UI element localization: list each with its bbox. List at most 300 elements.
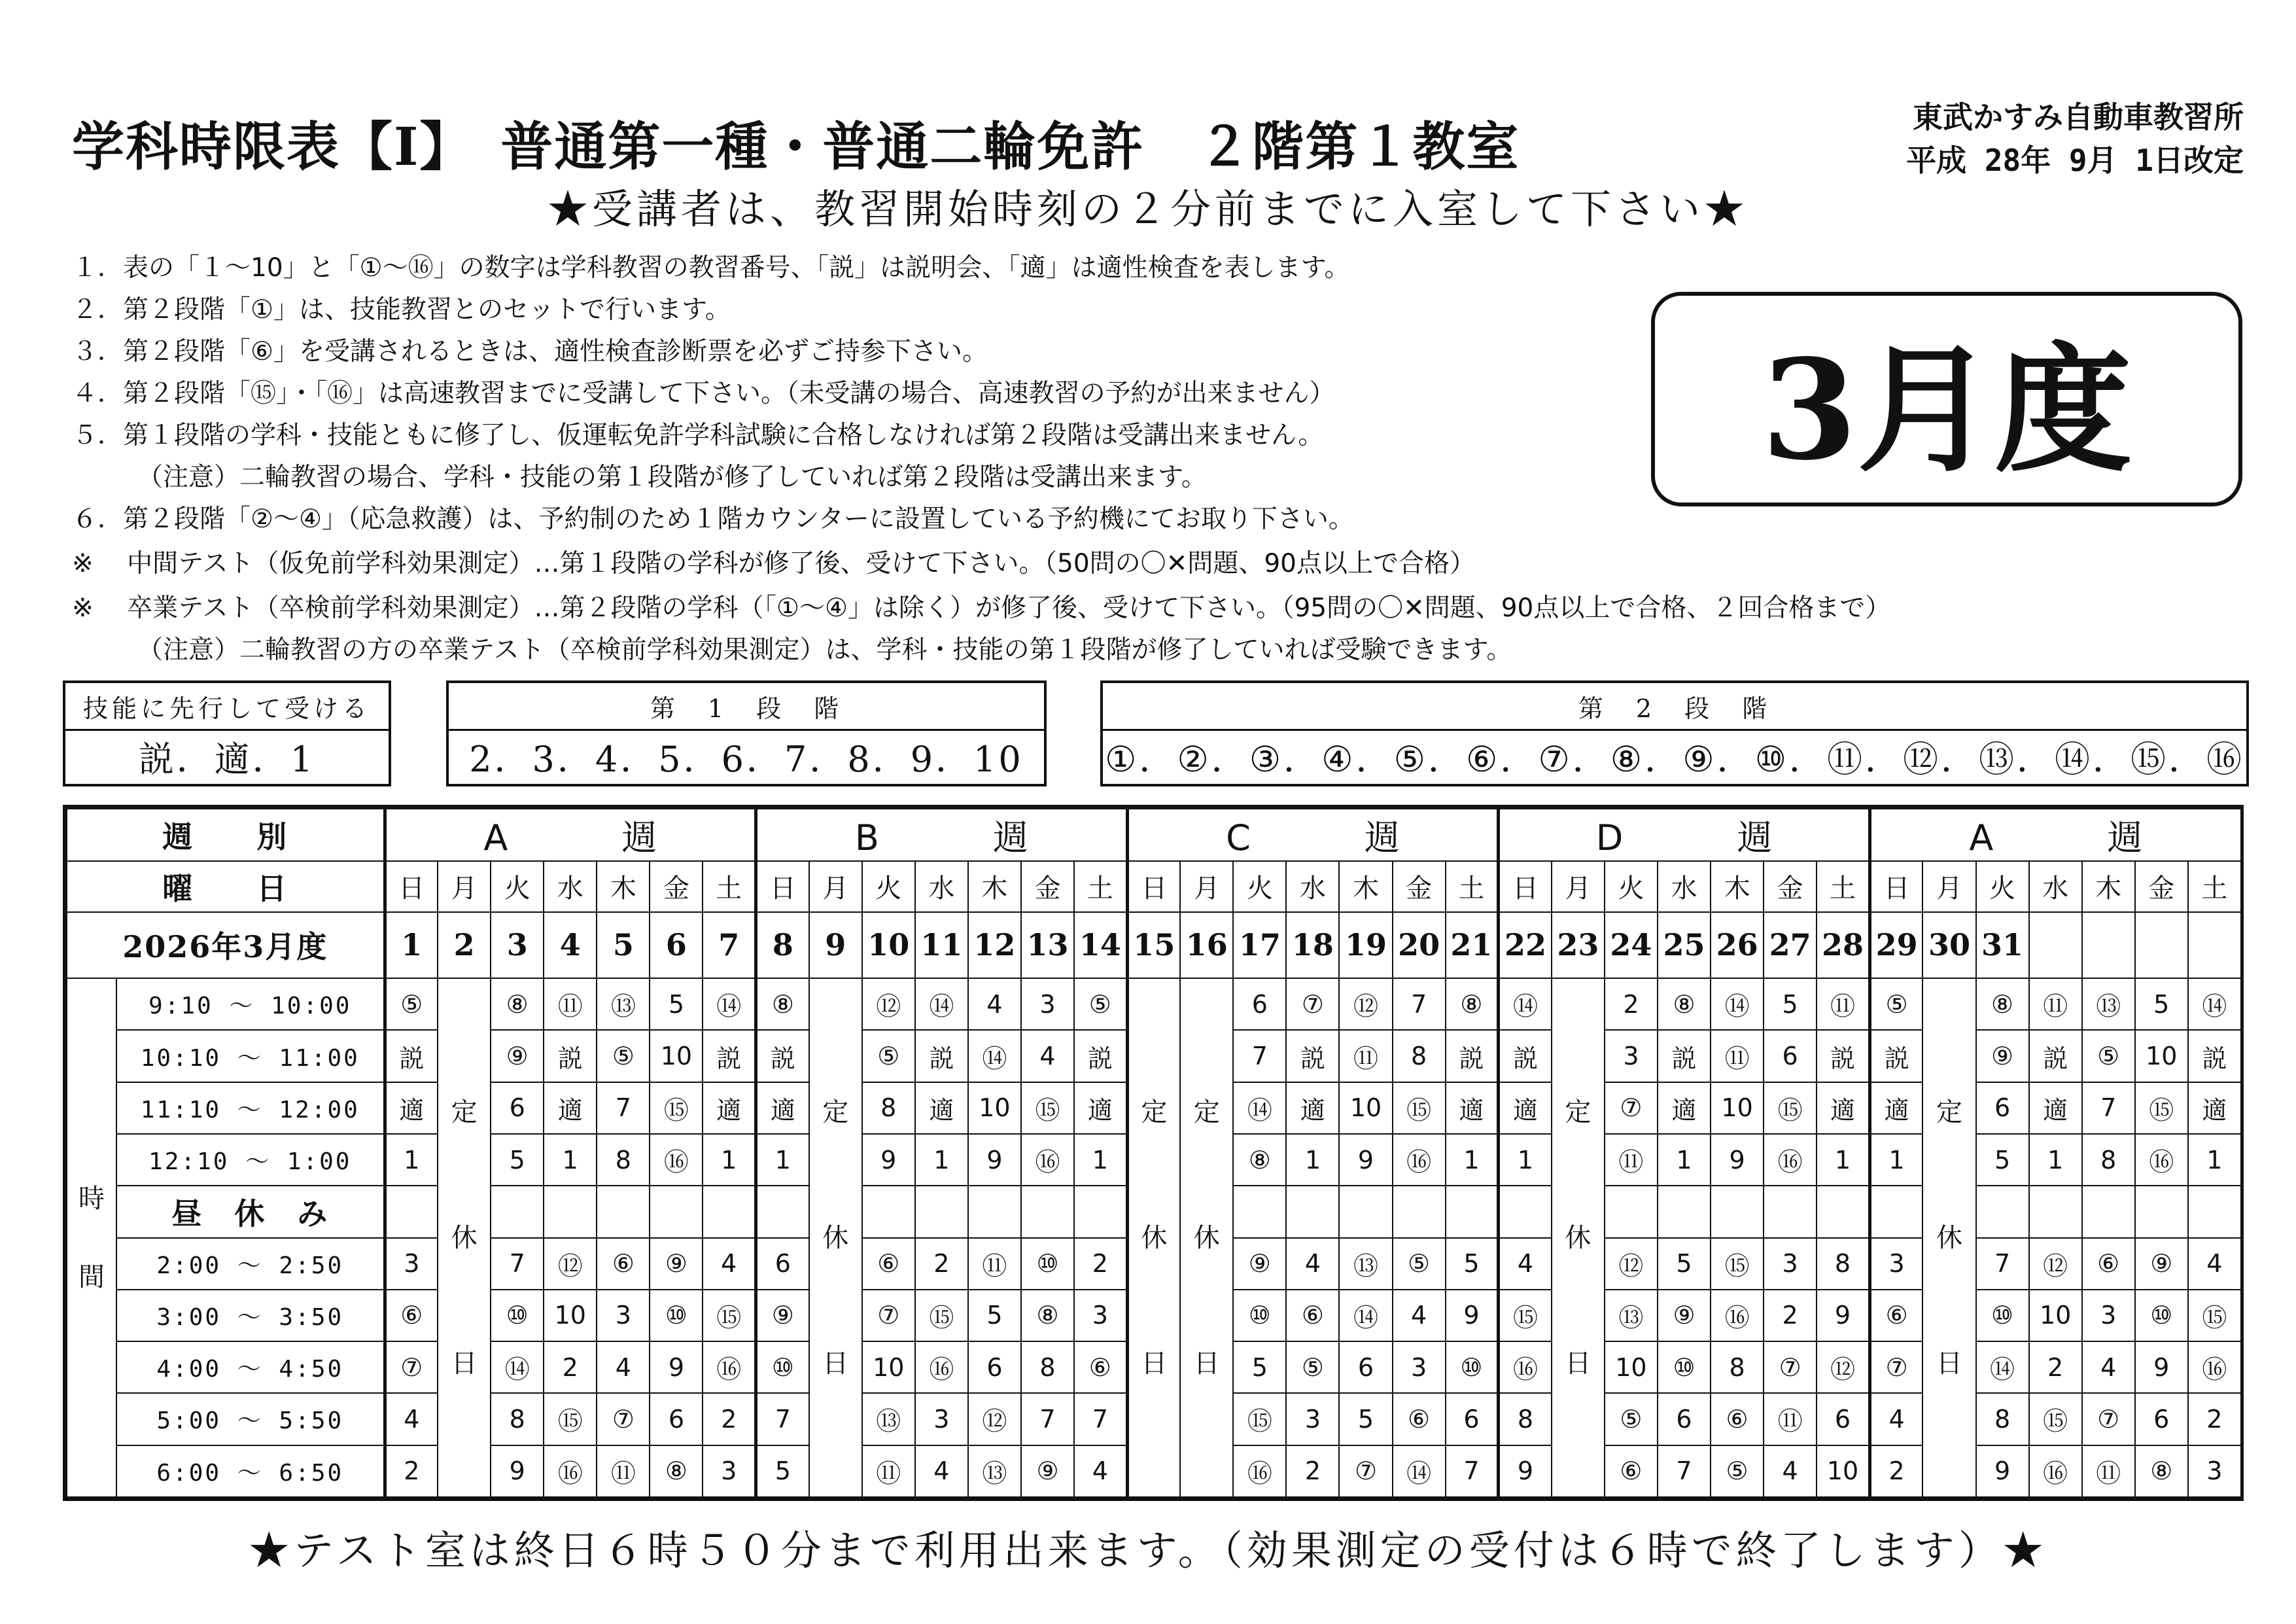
lunch-cell	[1021, 1186, 1074, 1237]
lesson-cell: 適	[703, 1082, 756, 1134]
lesson-cell: 8	[2082, 1134, 2135, 1186]
date-cell: 29	[1870, 912, 1922, 979]
lesson-cell: ⑪	[544, 978, 597, 1030]
lesson-cell: 1	[2188, 1134, 2241, 1186]
date-cell: 5	[597, 912, 650, 979]
lesson-cell: ⑫	[968, 1393, 1021, 1445]
lesson-cell: 7	[597, 1082, 650, 1134]
lesson-cell: ⑮	[544, 1393, 597, 1445]
lesson-cell: ⑮	[915, 1290, 968, 1341]
lunch-cell	[1870, 1186, 1922, 1237]
lesson-cell: 4	[1499, 1238, 1552, 1290]
weekday-cell: 火	[862, 861, 915, 911]
lesson-cell: 6	[1446, 1393, 1499, 1445]
lesson-cell: ⑤	[1605, 1393, 1658, 1445]
lesson-cell: 2	[1764, 1290, 1817, 1341]
lesson-cell: 9	[968, 1134, 1021, 1186]
closed-day-cell: 定 休 日	[1127, 978, 1180, 1497]
lesson-cell: ⑥	[862, 1238, 915, 1290]
week-label: D 週	[1499, 809, 1870, 861]
lunch-cell	[1393, 1186, 1446, 1237]
lesson-cell: 8	[1976, 1393, 2029, 1445]
lesson-cell: 7	[2082, 1082, 2135, 1134]
date-cell: 1	[385, 912, 438, 979]
lesson-cell: 9	[1817, 1290, 1870, 1341]
stage-1-body: 2．3．4．5．6．7．8．9．10	[469, 738, 1024, 780]
lunch-cell	[597, 1186, 650, 1237]
lesson-cell: ⑯	[1393, 1134, 1446, 1186]
lesson-cell: ⑬	[862, 1393, 915, 1445]
lesson-cell: ⑮	[1711, 1238, 1764, 1290]
weekday-cell: 金	[1393, 861, 1446, 911]
lesson-cell: 適	[1817, 1082, 1870, 1134]
lesson-cell: 説	[544, 1030, 597, 1082]
lesson-cell: ⑮	[2135, 1082, 2188, 1134]
weekday-cell: 土	[703, 861, 756, 911]
lesson-cell: 3	[597, 1290, 650, 1341]
lesson-cell: ⑦	[385, 1341, 438, 1393]
weekday-cell: 水	[1658, 861, 1711, 911]
weekday-cell: 金	[650, 861, 703, 911]
lesson-cell: ⑨	[756, 1290, 809, 1341]
lesson-cell: 6	[968, 1341, 1021, 1393]
month-badge: 3月度	[1651, 292, 2242, 506]
weekday-cell: 土	[2188, 861, 2241, 911]
stage-1-header: 第 1 段 階	[449, 683, 1044, 731]
lesson-cell: ⑭	[1339, 1290, 1392, 1341]
date-cell: 16	[1180, 912, 1233, 979]
lesson-cell: 6	[491, 1082, 544, 1134]
lesson-cell: ⑭	[703, 978, 756, 1030]
lesson-cell: 4	[385, 1393, 438, 1445]
lesson-cell: 適	[1286, 1082, 1339, 1134]
date-cell: 4	[544, 912, 597, 979]
lesson-cell: ⑤	[2082, 1030, 2135, 1082]
lunch-cell	[703, 1186, 756, 1237]
timetable	[63, 805, 2244, 1501]
lesson-cell: 2	[1074, 1238, 1127, 1290]
lesson-cell: ⑦	[1870, 1341, 1922, 1393]
lesson-cell: ⑬	[597, 978, 650, 1030]
time-slot-label: 11:10 ～ 12:00	[116, 1082, 385, 1134]
week-label: A 週	[1870, 809, 2241, 861]
weekday-cell: 火	[1233, 861, 1286, 911]
lesson-cell: 3	[1764, 1238, 1817, 1290]
lesson-cell: 8	[1817, 1238, 1870, 1290]
weekday-cell: 水	[915, 861, 968, 911]
lesson-cell: 7	[1658, 1445, 1711, 1497]
lunch-cell	[1817, 1186, 1870, 1237]
lesson-cell: 説	[703, 1030, 756, 1082]
lesson-cell: ⑫	[862, 978, 915, 1030]
lesson-cell: 適	[756, 1082, 809, 1134]
lesson-cell: ⑩	[1446, 1341, 1499, 1393]
lesson-cell: 9	[2135, 1341, 2188, 1393]
lunch-cell	[1074, 1186, 1127, 1237]
lesson-cell: 3	[2188, 1445, 2241, 1497]
lesson-cell: 9	[1711, 1134, 1764, 1186]
lesson-cell: ⑧	[1976, 978, 2029, 1030]
lesson-cell: ⑩	[2135, 1290, 2188, 1341]
lesson-cell: ⑥	[1393, 1393, 1446, 1445]
date-cell: 18	[1286, 912, 1339, 979]
lunch-cell	[1658, 1186, 1711, 1237]
lesson-cell: 5	[2135, 978, 2188, 1030]
lesson-cell: ⑮	[1764, 1082, 1817, 1134]
lesson-cell: 1	[756, 1134, 809, 1186]
lesson-cell: 説	[1074, 1030, 1127, 1082]
lesson-cell: ⑮	[650, 1082, 703, 1134]
lesson-cell: ⑬	[968, 1445, 1021, 1497]
time-slot-label: 2:00 ～ 2:50	[116, 1238, 385, 1290]
date-cell: 3	[491, 912, 544, 979]
lesson-cell: 6	[1817, 1393, 1870, 1445]
lesson-cell: ⑦	[862, 1290, 915, 1341]
lesson-cell: 5	[968, 1290, 1021, 1341]
week-label: A 週	[385, 809, 756, 861]
date-cell: 24	[1605, 912, 1658, 979]
time-side-label: 時 間	[67, 978, 116, 1497]
closed-day-cell: 定 休 日	[1552, 978, 1605, 1497]
lesson-cell: 3	[1605, 1030, 1658, 1082]
lesson-cell: 10	[968, 1082, 1021, 1134]
lesson-cell: 適	[915, 1082, 968, 1134]
lesson-cell: ⑪	[2029, 978, 2082, 1030]
lesson-cell: ⑪	[1711, 1030, 1764, 1082]
note-item: ５．第１段階の学科・技能ともに修了し、仮運転免許学科試験に合格しなければ第２段階は受講出来ません。	[72, 421, 1324, 450]
lesson-cell: ⑩	[756, 1341, 809, 1393]
lesson-cell: ⑩	[1976, 1290, 2029, 1341]
lesson-cell: ⑧	[491, 978, 544, 1030]
lesson-cell: ⑭	[2188, 978, 2241, 1030]
lesson-cell: 4	[597, 1341, 650, 1393]
lesson-cell: ⑯	[1021, 1134, 1074, 1186]
lesson-cell: ⑨	[2135, 1238, 2188, 1290]
week-label: B 週	[756, 809, 1128, 861]
lesson-cell: 10	[650, 1030, 703, 1082]
time-slot-label: 9:10 ～ 10:00	[116, 978, 385, 1030]
lesson-cell: 4	[2188, 1238, 2241, 1290]
note-item: （注意）二輪教習の場合、学科・技能の第１段階が修了していれば第２段階は受講出来ます。	[137, 463, 1207, 492]
lesson-cell: 8	[1711, 1341, 1764, 1393]
weekday-cell: 金	[1764, 861, 1817, 911]
date-cell: 23	[1552, 912, 1605, 979]
lesson-cell: ⑥	[1605, 1445, 1658, 1497]
lesson-cell: ⑧	[756, 978, 809, 1030]
lesson-cell: 説	[1870, 1030, 1922, 1082]
lesson-cell: 説	[2188, 1030, 2241, 1082]
lesson-cell: 6	[1233, 978, 1286, 1030]
lesson-cell: 3	[1870, 1238, 1922, 1290]
date-cell: 2	[438, 912, 491, 979]
lesson-cell: ⑯	[1499, 1341, 1552, 1393]
lunch-cell	[544, 1186, 597, 1237]
lesson-cell: ⑪	[1605, 1134, 1658, 1186]
date-cell: 25	[1658, 912, 1711, 979]
lesson-cell: 3	[703, 1445, 756, 1497]
stage-2-header: 第 2 段 階	[1103, 683, 2246, 731]
date-cell: 9	[809, 912, 862, 979]
note-item: ※ 中間テスト（仮免前学科効果測定）…第１段階の学科が修了後、受けて下さい。（50問の〇✕問題、90点以上で合格）	[72, 549, 1475, 578]
lesson-cell: 2	[915, 1238, 968, 1290]
org-name: 東武かすみ自動車教習所	[1913, 99, 2244, 135]
time-slot-label: 12:10 ～ 1:00	[116, 1134, 385, 1186]
lesson-cell: 説	[1817, 1030, 1870, 1082]
date-cell: 13	[1021, 912, 1074, 979]
lesson-cell: ⑭	[1393, 1445, 1446, 1497]
stage-2	[1100, 680, 2249, 786]
lesson-cell: 7	[756, 1393, 809, 1445]
weekday-cell: 水	[1286, 861, 1339, 911]
lesson-cell: 適	[1074, 1082, 1127, 1134]
date-cell: 31	[1976, 912, 2029, 979]
lesson-cell: ⑯	[1711, 1290, 1764, 1341]
lesson-cell: ⑬	[2082, 978, 2135, 1030]
lunch-cell	[385, 1186, 438, 1237]
lesson-cell: ⑮	[1499, 1290, 1552, 1341]
lesson-cell: ⑯	[1764, 1134, 1817, 1186]
lesson-cell: 8	[1393, 1030, 1446, 1082]
closed-day-cell: 定 休 日	[809, 978, 862, 1497]
lesson-cell: ⑩	[491, 1290, 544, 1341]
lesson-cell: 説	[915, 1030, 968, 1082]
lesson-cell: 7	[1233, 1030, 1286, 1082]
date-cell: 30	[1922, 912, 1975, 979]
lunch-cell	[1233, 1186, 1286, 1237]
lesson-cell: ⑭	[1233, 1082, 1286, 1134]
lesson-cell: 7	[1074, 1393, 1127, 1445]
lesson-cell: ⑧	[1446, 978, 1499, 1030]
lesson-cell: ⑤	[597, 1030, 650, 1082]
lesson-cell: 5	[1339, 1393, 1392, 1445]
lesson-cell: ⑨	[1233, 1238, 1286, 1290]
lunch-cell	[915, 1186, 968, 1237]
lesson-cell: ⑤	[1393, 1238, 1446, 1290]
date-cell: 17	[1233, 912, 1286, 979]
lesson-cell: 5	[491, 1134, 544, 1186]
date-cell: 26	[1711, 912, 1764, 979]
weekday-cell: 日	[1499, 861, 1552, 911]
lesson-cell: ⑩	[1021, 1238, 1074, 1290]
lesson-cell: ⑭	[1711, 978, 1764, 1030]
lesson-cell: ⑯	[650, 1134, 703, 1186]
lesson-cell: ⑥	[597, 1238, 650, 1290]
lesson-cell: 8	[491, 1393, 544, 1445]
lesson-cell: 1	[1658, 1134, 1711, 1186]
lesson-cell: ⑯	[2029, 1445, 2082, 1497]
stage-pre-header: 技能に先行して受ける	[65, 683, 389, 731]
weekday-cell: 月	[1552, 861, 1605, 911]
lesson-cell: 説	[756, 1030, 809, 1082]
weekday-cell: 日	[1870, 861, 1922, 911]
lunch-cell	[2188, 1186, 2241, 1237]
lesson-cell: ⑮	[703, 1290, 756, 1341]
date-cell	[2029, 912, 2082, 979]
date-cell: 7	[703, 912, 756, 979]
lesson-cell: 5	[1764, 978, 1817, 1030]
stage-1	[446, 680, 1047, 786]
date-cell: 19	[1339, 912, 1392, 979]
lesson-cell: 1	[1499, 1134, 1552, 1186]
lesson-cell: 1	[915, 1134, 968, 1186]
lesson-cell: 1	[1870, 1134, 1922, 1186]
weekday-cell: 金	[1021, 861, 1074, 911]
lunch-cell	[2082, 1186, 2135, 1237]
lunch-cell	[2135, 1186, 2188, 1237]
lesson-cell: 7	[491, 1238, 544, 1290]
lesson-cell: ⑥	[385, 1290, 438, 1341]
lesson-cell: ⑭	[968, 1030, 1021, 1082]
date-cell: 6	[650, 912, 703, 979]
lesson-cell: 4	[1021, 1030, 1074, 1082]
lesson-cell: ⑪	[597, 1445, 650, 1497]
lesson-cell: 3	[385, 1238, 438, 1290]
weekday-cell: 木	[968, 861, 1021, 911]
lesson-cell: 1	[1074, 1134, 1127, 1186]
weekday-cell: 火	[491, 861, 544, 911]
weekday-cell: 日	[756, 861, 809, 911]
lunch-cell	[1446, 1186, 1499, 1237]
lesson-cell: 説	[2029, 1030, 2082, 1082]
lunch-cell	[1286, 1186, 1339, 1237]
lesson-cell: 10	[544, 1290, 597, 1341]
lesson-cell: ⑨	[1658, 1290, 1711, 1341]
lesson-cell: ⑨	[1976, 1030, 2029, 1082]
lesson-cell: 適	[2188, 1082, 2241, 1134]
org-block	[1906, 96, 2244, 182]
lesson-cell: 6	[2135, 1393, 2188, 1445]
weekday-cell: 金	[2135, 861, 2188, 911]
lesson-cell: ⑫	[1817, 1341, 1870, 1393]
lesson-cell: 適	[2029, 1082, 2082, 1134]
lesson-cell: 適	[1870, 1082, 1922, 1134]
lunch-cell	[1499, 1186, 1552, 1237]
lesson-cell: ⑨	[650, 1238, 703, 1290]
lesson-cell: 説	[1446, 1030, 1499, 1082]
weekday-cell: 木	[1339, 861, 1392, 911]
lesson-cell: ⑫	[1605, 1238, 1658, 1290]
lesson-cell: ⑤	[1870, 978, 1922, 1030]
lesson-cell: ⑥	[1711, 1393, 1764, 1445]
lesson-cell: ⑯	[1233, 1445, 1286, 1497]
date-cell: 12	[968, 912, 1021, 979]
entry-notice: ★受講者は、教習開始時刻の２分前までに入室して下さい★	[547, 185, 1748, 233]
lesson-cell: 3	[1021, 978, 1074, 1030]
weekday-cell: 木	[597, 861, 650, 911]
lesson-cell: ⑧	[650, 1445, 703, 1497]
note-item: １．表の「１～10」と「①～⑯」の数字は学科教習の教習番号、「説」は説明会、「適」は適性検査を表します。	[72, 253, 1350, 283]
footer-notice: ★テスト室は終日６時５０分まで利用出来ます。（効果測定の受付は６時で終了します）★	[249, 1527, 2047, 1574]
lesson-cell: ⑥	[1074, 1341, 1127, 1393]
lesson-cell: 適	[385, 1082, 438, 1134]
weekday-cell: 日	[385, 861, 438, 911]
lesson-cell: 3	[2082, 1290, 2135, 1341]
lesson-cell: 7	[1976, 1238, 2029, 1290]
lesson-cell: ⑫	[544, 1238, 597, 1290]
lesson-cell: ⑧	[2135, 1445, 2188, 1497]
lesson-cell: 2	[544, 1341, 597, 1393]
lesson-cell: 2	[2029, 1341, 2082, 1393]
note-item: （注意）二輪教習の方の卒業テスト（卒検前学科効果測定）は、学科・技能の第１段階が修了していれば受験できます。	[137, 635, 1512, 665]
lesson-cell: ⑦	[1339, 1445, 1392, 1497]
lesson-cell: ⑦	[1286, 978, 1339, 1030]
note-item: ※ 卒業テスト（卒検前学科効果測定）…第２段階の学科（「①～④」は除く）が修了後、受けて下さい。（95問の〇✕問題、90点以上で合格、２回合格まで）	[72, 593, 1891, 623]
closed-day-cell: 定 休 日	[438, 978, 491, 1497]
closed-day-cell: 定 休 日	[1922, 978, 1975, 1497]
lesson-cell: 1	[544, 1134, 597, 1186]
lesson-cell: 9	[1446, 1290, 1499, 1341]
lesson-cell: 1	[1286, 1134, 1339, 1186]
lunch-cell	[862, 1186, 915, 1237]
lesson-cell: 説	[1658, 1030, 1711, 1082]
lesson-cell: 適	[1658, 1082, 1711, 1134]
lesson-cell: 3	[1393, 1341, 1446, 1393]
lesson-cell: 2	[1870, 1445, 1922, 1497]
lesson-cell: 適	[1446, 1082, 1499, 1134]
page-title: 学科時限表【Ⅰ】 普通第一種・普通二輪免許 ２階第１教室	[72, 116, 1520, 177]
timetable-grid	[66, 808, 2242, 1498]
lesson-cell: 10	[1711, 1082, 1764, 1134]
lunch-cell	[650, 1186, 703, 1237]
lunch-cell	[968, 1186, 1021, 1237]
lesson-cell: 10	[862, 1341, 915, 1393]
lunch-label: 昼 休 み	[116, 1186, 385, 1237]
lesson-cell: ⑮	[1393, 1082, 1446, 1134]
lesson-cell: 9	[650, 1341, 703, 1393]
lesson-cell: ⑫	[1339, 978, 1392, 1030]
lesson-cell: ⑬	[1605, 1290, 1658, 1341]
lesson-cell: ⑬	[1339, 1238, 1392, 1290]
stage-2-body: ①．②．③．④．⑤．⑥．⑦．⑧．⑨．⑩．⑪．⑫．⑬．⑭．⑮．⑯	[1104, 738, 2245, 780]
lesson-cell: ⑦	[2082, 1393, 2135, 1445]
lesson-cell: 5	[1233, 1341, 1286, 1393]
lesson-cell: ⑩	[650, 1290, 703, 1341]
lesson-cell: 3	[1074, 1290, 1127, 1341]
lunch-cell	[1339, 1186, 1392, 1237]
week-label: C 週	[1127, 809, 1499, 861]
date-cell	[2082, 912, 2135, 979]
time-slot-label: 5:00 ～ 5:50	[116, 1393, 385, 1445]
date-cell: 22	[1499, 912, 1552, 979]
note-item: ６．第２段階「②～④」（応急救護）は、予約制のため１階カウンターに設置している予約機にてお取り下さい。	[72, 504, 1354, 534]
weekday-cell: 日	[1127, 861, 1180, 911]
lunch-cell	[1764, 1186, 1817, 1237]
date-cell: 21	[1446, 912, 1499, 979]
lesson-cell: ⑪	[2082, 1445, 2135, 1497]
lesson-cell: ⑧	[1233, 1134, 1286, 1186]
closed-day-cell: 定 休 日	[1180, 978, 1233, 1497]
weekday-cell: 土	[1074, 861, 1127, 911]
lesson-cell: 8	[1021, 1341, 1074, 1393]
lesson-cell: ⑥	[2082, 1238, 2135, 1290]
lunch-cell	[756, 1186, 809, 1237]
weekday-cell: 水	[2029, 861, 2082, 911]
lesson-cell: 9	[491, 1445, 544, 1497]
lesson-cell: 適	[1499, 1082, 1552, 1134]
lesson-cell: 2	[1605, 978, 1658, 1030]
lesson-cell: ⑪	[968, 1238, 1021, 1290]
lesson-cell: ⑭	[915, 978, 968, 1030]
lesson-cell: ⑦	[1764, 1341, 1817, 1393]
lesson-cell: ⑤	[1074, 978, 1127, 1030]
weekday-cell: 木	[1711, 861, 1764, 911]
date-cell: 8	[756, 912, 809, 979]
lesson-cell: 8	[597, 1134, 650, 1186]
lesson-cell: ⑮	[2188, 1290, 2241, 1341]
weekday-cell: 土	[1817, 861, 1870, 911]
lesson-cell: 説	[385, 1030, 438, 1082]
lesson-cell: ⑦	[597, 1393, 650, 1445]
